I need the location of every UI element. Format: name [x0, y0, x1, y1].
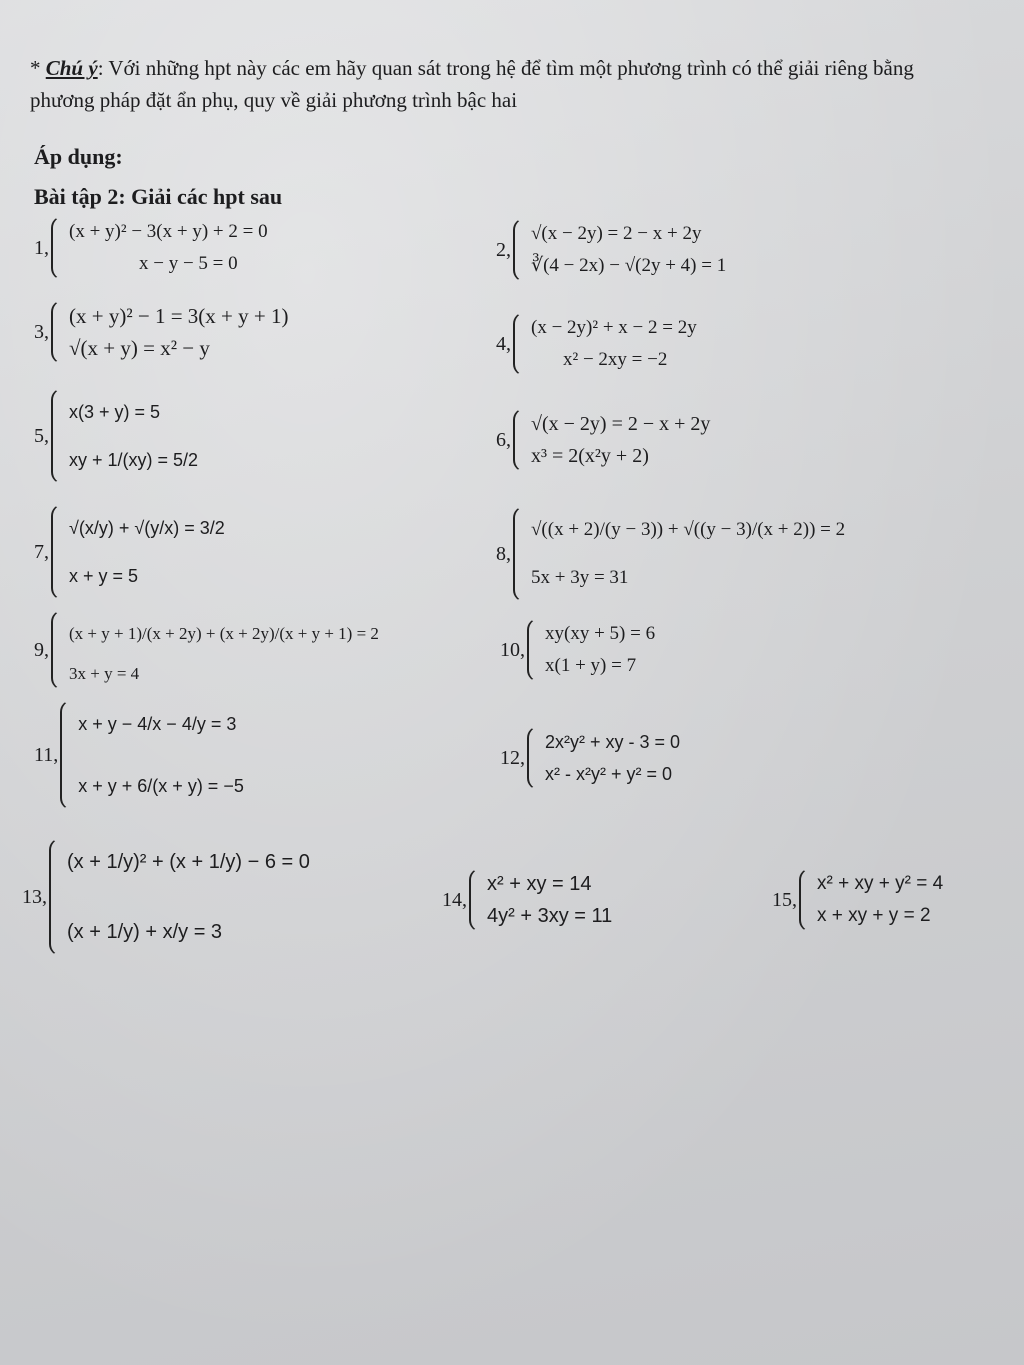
problem-number: 6,: [496, 428, 511, 451]
problem-1: [34, 216, 268, 280]
problem-13: [22, 838, 310, 956]
problem-4: [496, 312, 697, 376]
problem-12: [500, 726, 680, 790]
system-brace: [51, 610, 63, 690]
problem-number: 15,: [772, 888, 797, 911]
equation-1: (x + y)² − 3(x + y) + 2 = 0: [69, 221, 268, 242]
equation-2: x² - x²y² + y² = 0: [545, 764, 673, 784]
system-brace: [799, 868, 811, 932]
equation-2: x² − 2xy = −2: [563, 349, 668, 370]
problem-number: 1,: [34, 236, 49, 259]
note-text: : Với những hpt này các em hãy quan sát trong hệ để tìm một phương trình có thể giải riêng bằng phương pháp đặt ẩn phụ, quy về giải phương trình bậc hai: [30, 56, 914, 112]
equation-1: √(x − 2y) = 2 − x + 2y: [531, 413, 711, 435]
problem-11: [34, 700, 244, 810]
system-brace: [51, 300, 63, 364]
equation-1: √(x − 2y) = 2 − x + 2y: [531, 223, 702, 244]
equation-1: (x + 1/y)² + (x + 1/y) − 6 = 0: [67, 851, 310, 873]
system-brace: [51, 504, 63, 600]
system-brace: [49, 838, 61, 956]
apply-heading: Áp dụng:: [34, 144, 123, 169]
equation-1: 2x²y² + xy - 3 = 0: [545, 732, 681, 752]
equation-2: x − y − 5 = 0: [139, 253, 238, 274]
note-label: Chú ý: [45, 56, 98, 80]
system-brace: [513, 506, 525, 602]
equation-1: xy(xy + 5) = 6: [545, 623, 656, 644]
problem-number: 14,: [442, 888, 467, 911]
system-brace: [51, 216, 63, 280]
note-marker: *: [30, 56, 46, 80]
equation-1: x² + xy = 14: [487, 873, 592, 895]
problem-number: 11,: [34, 743, 59, 766]
equation-2: x³ = 2(x²y + 2): [531, 445, 649, 467]
equation-1: √(x/y) + √(y/x) = 3/2: [69, 518, 225, 538]
problem-3: [34, 300, 289, 364]
problem-number: 7,: [34, 540, 49, 563]
equation-1: x + y − 4/x − 4/y = 3: [78, 714, 237, 734]
problem-14: [442, 868, 612, 932]
note-paragraph: [30, 52, 970, 116]
equation-2: x(1 + y) = 7: [545, 655, 637, 676]
system-brace: [527, 726, 539, 790]
problem-number: 9,: [34, 638, 49, 661]
problem-number: 3,: [34, 320, 49, 343]
problem-7: [34, 504, 225, 600]
problem-10: [500, 618, 655, 682]
equation-2: xy + 1/(xy) = 5/2: [69, 450, 199, 470]
system-brace: [60, 700, 72, 810]
problem-number: 5,: [34, 424, 49, 447]
equation-1: (x + y + 1)/(x + 2y) + (x + 2y)/(x + y + 1) = 2: [69, 624, 379, 643]
problem-6: [496, 408, 710, 472]
equation-2: x + y + 6/(x + y) = −5: [78, 776, 244, 796]
exercise-title: Bài tập 2: Giải các hpt sau: [34, 184, 283, 209]
system-brace: [513, 408, 525, 472]
equation-1: √((x + 2)/(y − 3)) + √((y − 3)/(x + 2)) = 2: [531, 519, 846, 540]
problem-number: 8,: [496, 542, 511, 565]
system-brace: [469, 868, 481, 932]
equation-1: (x + y)² − 1 = 3(x + y + 1): [69, 304, 289, 328]
equation-1: x(3 + y) = 5: [69, 402, 161, 422]
problem-number: 4,: [496, 332, 511, 355]
equation-2: x + xy + y = 2: [817, 905, 931, 926]
system-brace: [51, 388, 63, 484]
equation-2: ∛(4 − 2x) − √(2y + 4) = 1: [531, 255, 727, 276]
problem-2: [496, 218, 726, 282]
problem-5: [34, 388, 198, 484]
equation-1: (x − 2y)² + x − 2 = 2y: [531, 317, 697, 338]
problem-15: [772, 868, 943, 932]
equation-2: 5x + 3y = 31: [531, 567, 629, 588]
problem-number: 10,: [500, 638, 525, 661]
problem-9: [34, 610, 379, 690]
equation-2: 4y² + 3xy = 11: [487, 905, 613, 927]
equation-2: (x + 1/y) + x/y = 3: [67, 921, 223, 943]
system-brace: [513, 312, 525, 376]
equation-2: 3x + y = 4: [69, 664, 140, 683]
problem-number: 13,: [22, 885, 47, 908]
equation-1: x² + xy + y² = 4: [817, 873, 944, 894]
system-brace: [513, 218, 525, 282]
system-brace: [527, 618, 539, 682]
equation-2: √(x + y) = x² − y: [69, 336, 210, 360]
problem-8: [496, 506, 845, 602]
problem-number: 2,: [496, 238, 511, 261]
equation-2: x + y = 5: [69, 566, 139, 586]
problem-number: 12,: [500, 746, 525, 769]
